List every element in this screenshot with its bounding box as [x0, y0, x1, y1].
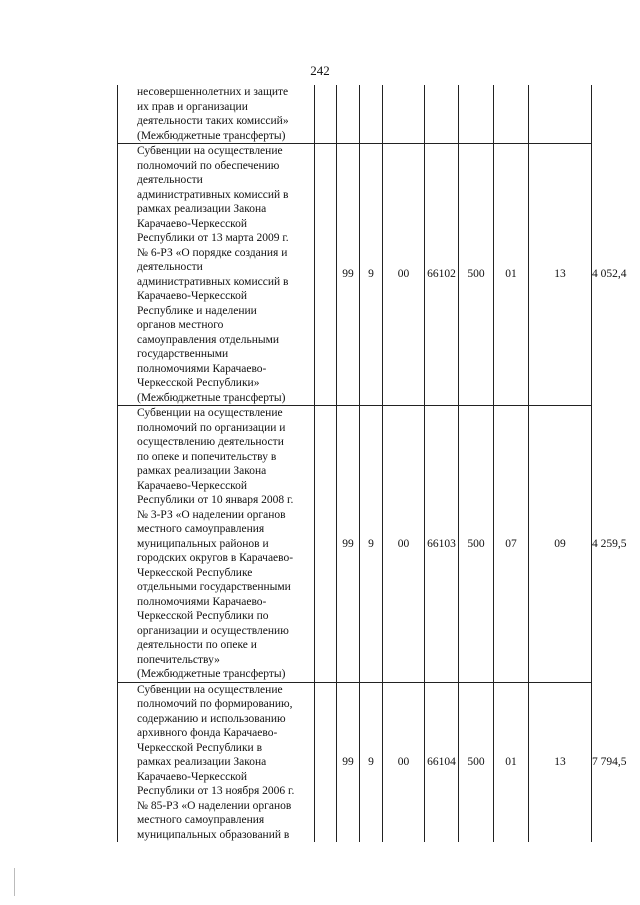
- description-line: Республики от 13 ноября 2006 г.: [137, 785, 295, 797]
- description-line: № 3-РЗ «О наделении органов: [137, 508, 286, 521]
- section-code-cell: 01: [494, 682, 529, 842]
- section-code-cell: 01: [494, 144, 529, 406]
- spacer-cell: [315, 406, 337, 683]
- description-line: Карачаево-Черкесской: [137, 479, 248, 492]
- section-code-cell: [494, 85, 529, 144]
- expense-type-cell: 500: [459, 406, 494, 683]
- description-line: муниципальных образований в: [137, 828, 290, 841]
- description-line: административных комиссий в: [137, 275, 289, 288]
- chapter-code-cell: 99: [337, 144, 360, 406]
- description-line: несовершеннолетних и защите: [137, 86, 289, 98]
- expense-type-cell: 500: [459, 144, 494, 406]
- description-line: Республики от 13 марта 2009 г.: [137, 232, 289, 244]
- spacer-cell: [315, 144, 337, 406]
- description-line: отдельными государственными: [137, 581, 291, 593]
- description-line: Субвенции на осуществление: [137, 683, 283, 696]
- spacer-cell: [315, 85, 337, 144]
- row-description: [118, 144, 315, 406]
- expense-type-cell: 500: [459, 682, 494, 842]
- description-line: полномочий по обеспечению: [137, 159, 280, 172]
- target-code-cell: [425, 85, 459, 144]
- description-line: Субвенции на осуществление: [137, 407, 283, 419]
- chapter-code-cell: [337, 85, 360, 144]
- description-line: Черкесской Республики по: [137, 610, 269, 622]
- table-row: Субвенции на осуществление полномочий по формированию, содержанию и использованию архивного фонда Карачаево- Черкесской Республики в рамках реализации Закона Карачаево-Черкесской Республики от 13 ноября 2006 г. № 85-РЗ «О наделении органов местного самоуправления муниципальных образований в 99 9 00 66104 500 01 13 7 794,5: [118, 682, 592, 842]
- subsection-code-cell: [529, 85, 592, 144]
- description-line: органов местного: [137, 319, 224, 331]
- subprogram-code-cell: 9: [360, 682, 383, 842]
- table-body: [118, 85, 627, 842]
- target-code-cell: 66102: [425, 144, 459, 406]
- spacer-cell: [315, 682, 337, 842]
- description-line: местного самоуправления: [137, 523, 265, 535]
- subprogram-code-cell: 9: [360, 144, 383, 406]
- chapter-code-cell: 99: [337, 682, 360, 842]
- group-code-cell: 00: [383, 144, 425, 406]
- description-line: по опеке и попечительству в: [137, 450, 277, 463]
- table-row: Субвенции на осуществление полномочий по обеспечению деятельности административных комиссий в рамках реализации Закона Карачаево-Черкесской Республики от 13 марта 2009 г. № 6-РЗ «О порядке создания и деятельности административных комиссий в Карачаево-Черкесской Республике и наделении органов местного самоуправления отдельными государственными полномочиями Карачаево- Черкесской Республики» (Межбюджетные трансферты) 99 9 00 66102 500 01 13 4 052,4: [118, 144, 592, 406]
- description-line: деятельности по опеке и: [137, 639, 257, 651]
- description-line: полномочиями Карачаево-: [137, 595, 267, 608]
- target-code-cell: 66103: [425, 406, 459, 683]
- description-line: (Межбюджетные трансферты): [137, 129, 286, 142]
- group-code-cell: [383, 85, 425, 144]
- description-line: Карачаево-Черкесской: [137, 290, 248, 302]
- subsection-code-cell: 13: [529, 682, 592, 842]
- page-number: 242: [310, 63, 330, 78]
- description-line: № 85-РЗ «О наделении органов: [137, 799, 292, 812]
- subsection-code-cell: 13: [529, 144, 592, 406]
- subprogram-code-cell: [360, 85, 383, 144]
- description-line: попечительству»: [137, 653, 220, 666]
- row-description: [118, 85, 315, 144]
- description-line: городских округов в Карачаево-: [137, 552, 294, 564]
- description-line: Карачаево-Черкесской: [137, 217, 248, 230]
- description-line: деятельности таких комиссий»: [137, 115, 289, 127]
- description-line: архивного фонда Карачаево-: [137, 727, 278, 739]
- table-row: Субвенции на осуществление полномочий по организации и осуществлению деятельности по опеке и попечительству в рамках реализации Закона Карачаево-Черкесской Республики от 10 января 2008 г. № 3-РЗ «О наделении органов местного самоуправления муниципальных районов и городских округов в Карачаево- Черкесской Республике отдельными государственными полномочиями Карачаево- Черкесской Республики по организации и осуществлению деятельности по опеке и попечительству» (Межбюджетные трансферты) 99 9 00 66103 500 07 09 4 259,5: [118, 406, 592, 683]
- description-line: Черкесской Республики в: [137, 741, 263, 754]
- description-line: Субвенции на осуществление: [137, 145, 283, 157]
- description-line: (Межбюджетные трансферты): [137, 391, 286, 404]
- group-code-cell: 00: [383, 682, 425, 842]
- table-row: [118, 85, 592, 144]
- description-line: государственными: [137, 348, 229, 360]
- row-description: [118, 406, 315, 683]
- description-line: Карачаево-Черкесской: [137, 770, 248, 783]
- group-code-cell: 00: [383, 406, 425, 683]
- description-line: рамках реализации Закона: [137, 465, 267, 477]
- description-line: Черкесской Республики»: [137, 377, 260, 389]
- description-line: организации и осуществлению: [137, 624, 289, 637]
- description-line: рамках реализации Закона: [137, 203, 267, 215]
- row-description: [118, 682, 315, 842]
- description-line: административных комиссий в: [137, 188, 289, 201]
- description-line: деятельности: [137, 174, 203, 186]
- description-line: рамках реализации Закона: [137, 756, 267, 768]
- description-line: № 6-РЗ «О порядке создания и: [137, 246, 288, 259]
- description-line: полномочиями Карачаево-: [137, 362, 267, 375]
- description-line: полномочий по формированию,: [137, 698, 293, 710]
- section-code-cell: 07: [494, 406, 529, 683]
- description-line: осуществлению деятельности: [137, 436, 284, 448]
- description-line: деятельности: [137, 261, 203, 273]
- description-line: содержанию и использованию: [137, 712, 286, 725]
- description-line: муниципальных районов и: [137, 537, 269, 550]
- description-line: Республики от 10 января 2008 г.: [137, 494, 294, 506]
- chapter-code-cell: 99: [337, 406, 360, 683]
- expense-type-cell: [459, 85, 494, 144]
- description-line: их прав и организации: [137, 100, 248, 113]
- description-line: полномочий по организации и: [137, 421, 286, 434]
- description-line: местного самоуправления: [137, 814, 265, 826]
- description-line: самоуправления отдельными: [137, 333, 280, 346]
- description-line: (Межбюджетные трансферты): [137, 668, 286, 680]
- subsection-code-cell: 09: [529, 406, 592, 683]
- budget-table: [117, 85, 627, 842]
- target-code-cell: 66104: [425, 682, 459, 842]
- scan-mark: [14, 868, 15, 896]
- subprogram-code-cell: 9: [360, 406, 383, 683]
- description-line: Республике и наделении: [137, 304, 257, 317]
- description-line: Черкесской Республике: [137, 566, 253, 579]
